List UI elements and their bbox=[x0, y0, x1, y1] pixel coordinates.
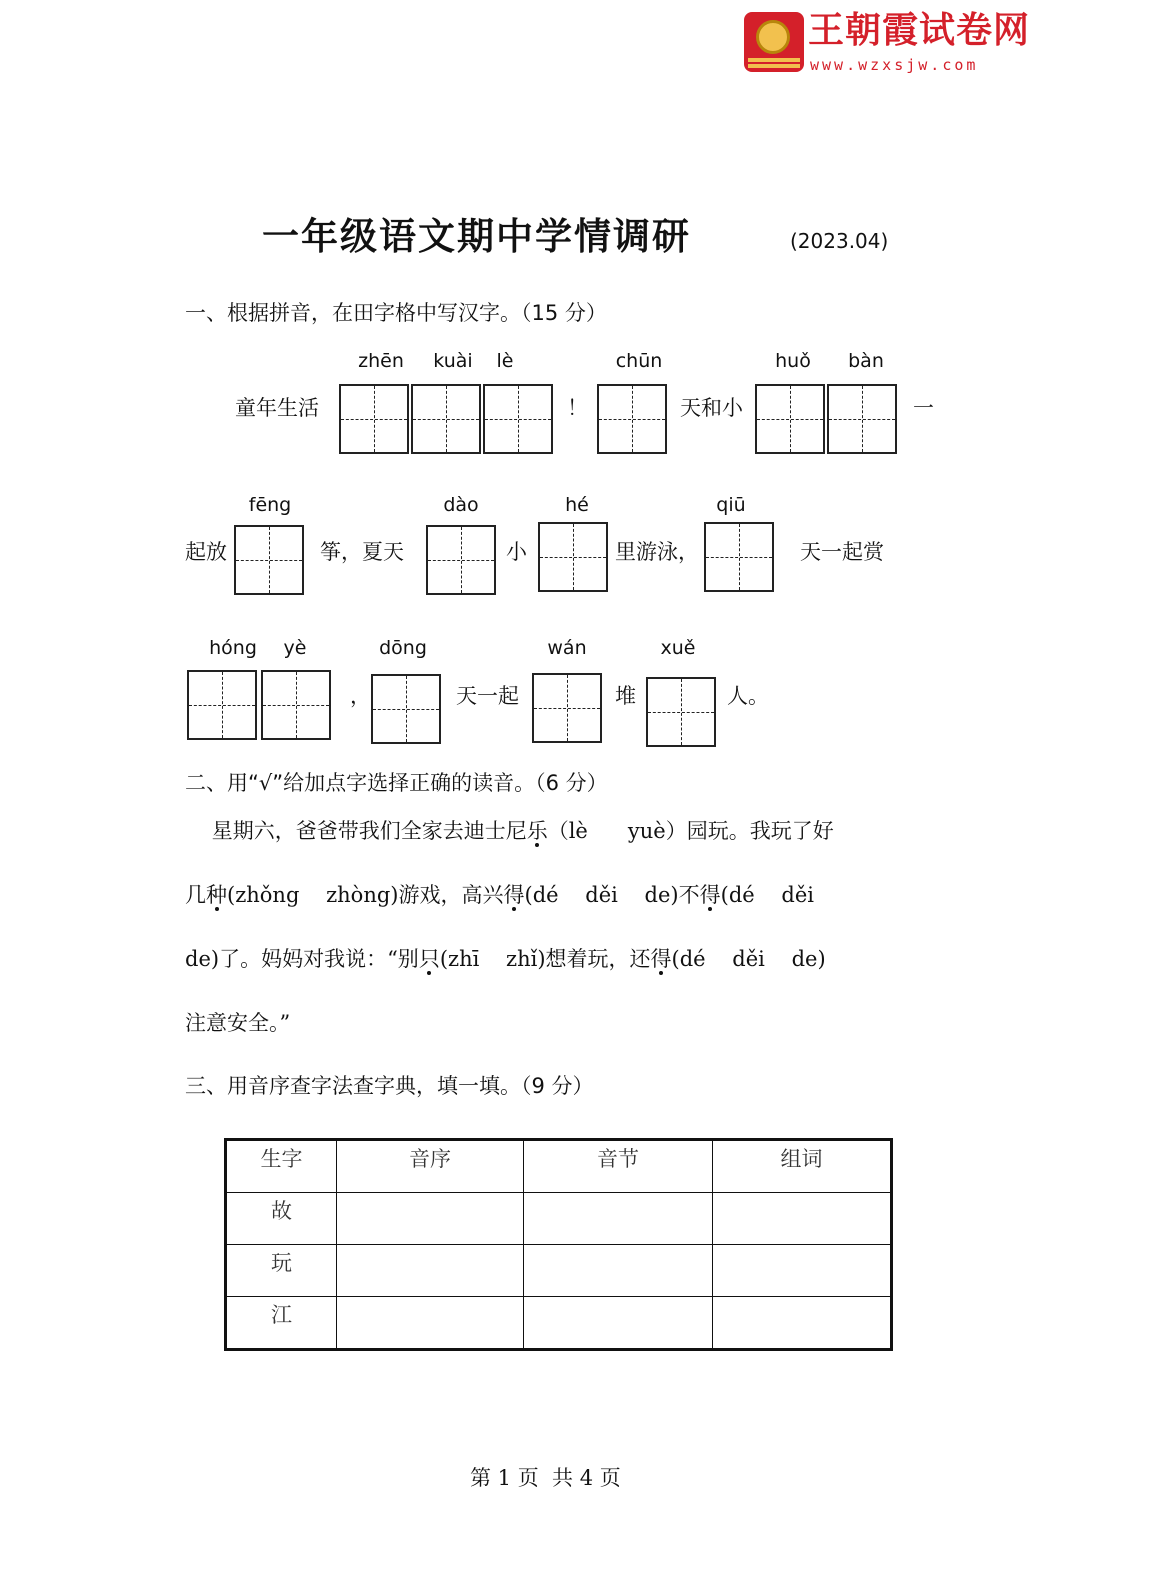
pinyin-label: lè bbox=[496, 350, 514, 372]
page-footer: 第 1 页 共 4 页 bbox=[470, 1466, 621, 1490]
text-segment: (zhī zhǐ)想着玩，还 bbox=[439, 947, 651, 971]
tianzige-box[interactable] bbox=[755, 384, 825, 454]
logo-badge-icon bbox=[744, 12, 804, 72]
tianzige-box[interactable] bbox=[646, 677, 716, 747]
sentence-text: ， bbox=[350, 684, 371, 708]
dictionary-table bbox=[224, 1138, 893, 1351]
tianzige-box[interactable] bbox=[532, 673, 602, 743]
tianzige-box[interactable] bbox=[483, 384, 553, 454]
text-segment: (zhǒng zhòng)游戏，高兴 bbox=[227, 883, 504, 907]
text-segment: 注意安全。” bbox=[185, 1011, 291, 1035]
pinyin-label: dào bbox=[443, 494, 479, 516]
dotted-character: 只 bbox=[418, 947, 440, 971]
pinyin-label: hóng bbox=[209, 637, 257, 659]
answer-cell[interactable] bbox=[713, 1297, 892, 1350]
tianzige-box[interactable] bbox=[538, 522, 608, 592]
pinyin-label: xuě bbox=[660, 637, 696, 659]
section3-heading: 三、用音序查字法查字典，填一填。（9 分） bbox=[185, 1074, 594, 1098]
text-segment: 星期六，爸爸带我们全家去迪士尼 bbox=[185, 819, 527, 843]
pinyin-label: chūn bbox=[615, 350, 663, 372]
sentence-text: 天一起赏 bbox=[800, 540, 884, 564]
pinyin-label: hé bbox=[565, 494, 589, 516]
sentence-text: 堆 bbox=[615, 684, 636, 708]
tianzige-box[interactable] bbox=[234, 525, 304, 595]
pinyin-label: yè bbox=[283, 637, 307, 659]
logo-url: www.wzxsjw.com bbox=[810, 56, 979, 74]
tianzige-box[interactable] bbox=[411, 384, 481, 454]
answer-cell[interactable] bbox=[337, 1245, 524, 1297]
sentence-text: 筝，夏天 bbox=[320, 540, 404, 564]
answer-cell[interactable] bbox=[524, 1193, 713, 1245]
char-cell: 故 bbox=[226, 1193, 337, 1245]
tianzige-box[interactable] bbox=[597, 384, 667, 454]
header-cell: 生字 bbox=[226, 1140, 337, 1193]
tianzige-box[interactable] bbox=[261, 670, 331, 740]
site-logo bbox=[744, 10, 1064, 76]
answer-cell[interactable] bbox=[713, 1193, 892, 1245]
pinyin-label: dōng bbox=[379, 637, 427, 659]
exam-date: (2023.04) bbox=[790, 229, 889, 253]
text-segment: （lè yuè）园玩。我玩了好 bbox=[547, 819, 834, 843]
pinyin-label: fēng bbox=[248, 494, 292, 516]
text-segment: de)了。妈妈对我说：“别 bbox=[185, 947, 419, 971]
table-row bbox=[226, 1297, 892, 1350]
tianzige-box[interactable] bbox=[339, 384, 409, 454]
pinyin-label: huǒ bbox=[775, 350, 811, 372]
sentence-text: 一 bbox=[913, 396, 934, 420]
pinyin-label: bàn bbox=[848, 350, 884, 372]
sentence-text: 起放 bbox=[185, 540, 227, 564]
sentence-text: ！ bbox=[567, 396, 588, 420]
text-segment: (dé děi de) bbox=[671, 947, 826, 971]
pinyin-label: kuài bbox=[433, 350, 473, 372]
header-cell: 组词 bbox=[713, 1140, 892, 1193]
tianzige-box[interactable] bbox=[426, 525, 496, 595]
tianzige-box[interactable] bbox=[704, 522, 774, 592]
section2-heading: 二、用“√”给加点字选择正确的读音。（6 分） bbox=[185, 771, 608, 795]
header-cell: 音序 bbox=[337, 1140, 524, 1193]
pinyin-label: wán bbox=[547, 637, 587, 659]
text-segment: 几 bbox=[185, 883, 206, 907]
text-segment: (dé děi bbox=[720, 883, 814, 907]
sentence-text: 童年生活 bbox=[235, 396, 319, 420]
text-segment: (dé děi de)不 bbox=[524, 883, 700, 907]
tianzige-box[interactable] bbox=[187, 670, 257, 740]
sentence-text: 天一起 bbox=[456, 684, 519, 708]
dotted-character: 得 bbox=[699, 883, 721, 907]
dotted-character: 得 bbox=[650, 947, 672, 971]
pinyin-label: zhēn bbox=[358, 350, 404, 372]
sentence-text: 天和小 bbox=[680, 396, 743, 420]
answer-cell[interactable] bbox=[713, 1245, 892, 1297]
paragraph-line bbox=[185, 880, 814, 910]
tianzige-box[interactable] bbox=[827, 384, 897, 454]
tianzige-box[interactable] bbox=[371, 674, 441, 744]
sentence-text: 人。 bbox=[727, 684, 769, 708]
table-row bbox=[226, 1245, 892, 1297]
pinyin-label: qiū bbox=[716, 494, 746, 516]
paragraph-line bbox=[185, 944, 826, 974]
page-title: 一年级语文期中学情调研 bbox=[262, 214, 691, 258]
answer-cell[interactable] bbox=[524, 1297, 713, 1350]
sentence-text: 小 bbox=[506, 540, 527, 564]
header-cell: 音节 bbox=[524, 1140, 713, 1193]
dotted-character: 种 bbox=[206, 883, 227, 907]
paragraph-line bbox=[185, 1008, 290, 1038]
sentence-text: 里游泳， bbox=[615, 540, 699, 564]
dotted-character: 得 bbox=[503, 883, 525, 907]
char-cell: 玩 bbox=[226, 1245, 337, 1297]
answer-cell[interactable] bbox=[524, 1245, 713, 1297]
section1-heading: 一、根据拼音，在田字格中写汉字。（15 分） bbox=[185, 301, 607, 325]
table-row bbox=[226, 1193, 892, 1245]
table-header-row bbox=[226, 1140, 892, 1193]
answer-cell[interactable] bbox=[337, 1193, 524, 1245]
logo-name: 王朝霞试卷网 bbox=[808, 10, 1031, 51]
dotted-character: 乐 bbox=[526, 819, 548, 843]
answer-cell[interactable] bbox=[337, 1297, 524, 1350]
paragraph-line bbox=[185, 816, 834, 846]
char-cell: 江 bbox=[226, 1297, 337, 1350]
